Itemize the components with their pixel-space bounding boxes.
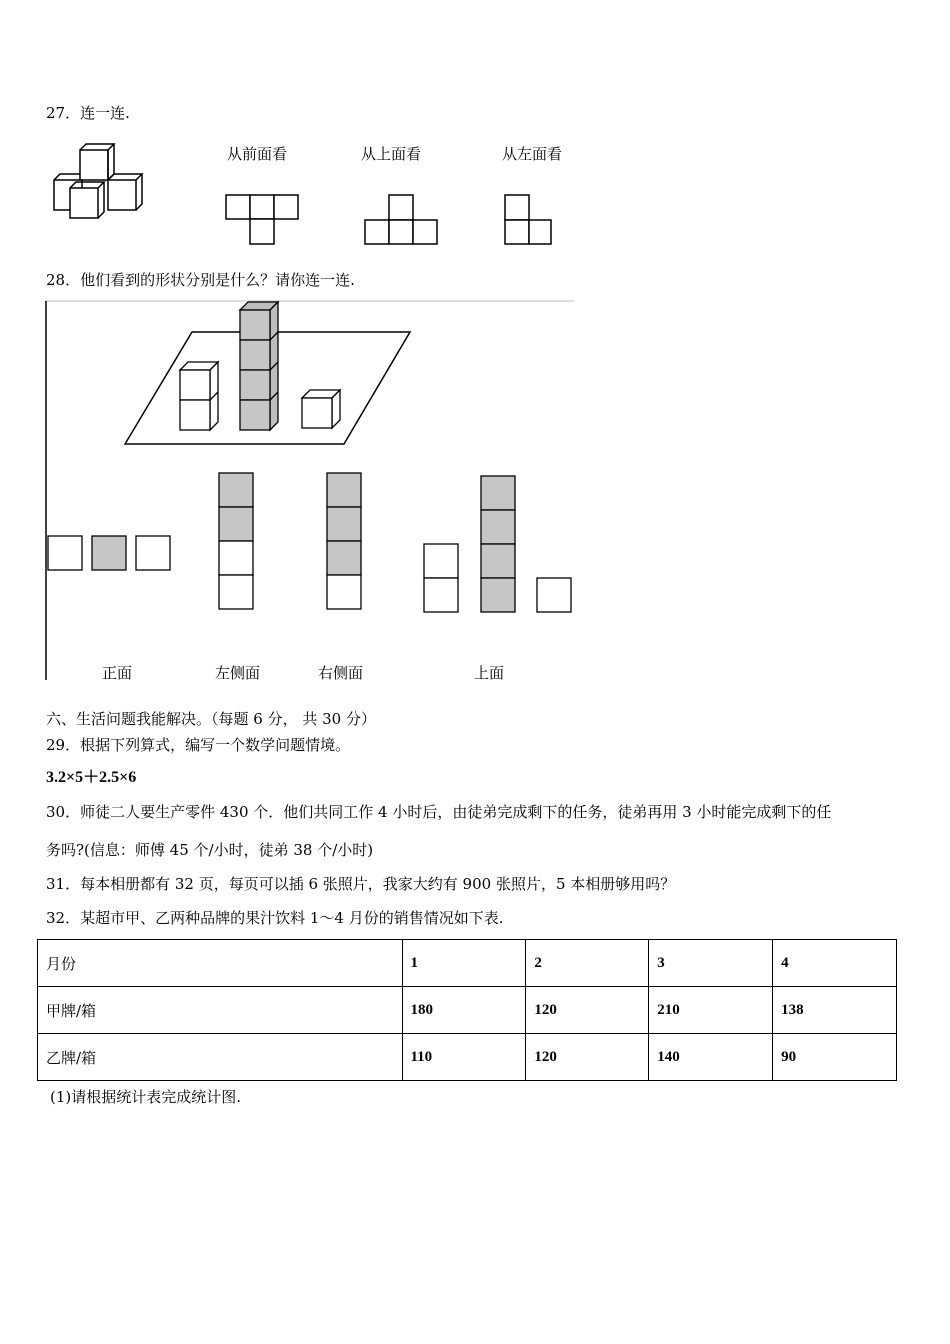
table-cell: 120: [526, 987, 649, 1034]
table-cell: 乙牌/箱: [38, 1034, 403, 1081]
table-cell: 180: [402, 987, 526, 1034]
q27-view-shape-b: [360, 192, 442, 248]
q30-line1: 30．师徒二人要生产零件 430 个．他们共同工作 4 小时后，由徒弟完成剩下的任务，徒弟再用 3 小时能完成剩下的任: [46, 803, 832, 821]
q27-view-shape-c: [500, 192, 560, 248]
view-label-front: 从前面看: [227, 145, 288, 163]
table-cell: 3: [649, 940, 773, 987]
q28-figure: [44, 298, 579, 682]
table-cell: 138: [773, 987, 897, 1034]
option-left-view: [219, 473, 253, 609]
table-cell: 120: [526, 1034, 649, 1081]
table-cell: 90: [773, 1034, 897, 1081]
q27-title: 27．连一连.: [46, 104, 130, 122]
table-cell: 110: [402, 1034, 526, 1081]
label-front: 正面: [102, 664, 133, 682]
option-right-view: [327, 473, 361, 609]
q27-view-shape-a: [222, 192, 304, 248]
table-row: [38, 987, 897, 1034]
option-front-view: [48, 536, 170, 570]
table-header-row: [38, 940, 897, 987]
q27-solid-figure: [50, 140, 150, 220]
table-row: [38, 1034, 897, 1081]
table-cell: 4: [773, 940, 897, 987]
q31-title: 31．每本相册都有 32 页，每页可以插 6 张照片，我家大约有 900 张照片，5 本相册够用吗？: [46, 875, 676, 893]
section6-heading: 六、生活问题我能解决。（每题 6 分， 共 30 分）: [46, 710, 376, 728]
table-cell: 140: [649, 1034, 773, 1081]
label-top: 上面: [474, 664, 505, 682]
table-cell: 甲牌/箱: [38, 987, 403, 1034]
table-cell: 210: [649, 987, 773, 1034]
label-left-side: 左侧面: [215, 664, 261, 682]
label-right-side: 右侧面: [318, 664, 364, 682]
table-cell: 1: [402, 940, 526, 987]
q30-line2: 务吗?(信息：师傅 45 个/小时，徒弟 38 个/小时): [46, 841, 374, 859]
sales-table: [37, 939, 897, 1081]
stack-two-cubes: [180, 362, 218, 430]
q32-title: 32．某超市甲、乙两种品牌的果汁饮料 1～4 月份的销售情况如下表.: [46, 909, 504, 927]
table-cell: 2: [526, 940, 649, 987]
single-cube: [302, 390, 340, 428]
q32-sub1: (1)请根据统计表完成统计图.: [50, 1088, 242, 1106]
q28-title: 28．他们看到的形状分别是什么？请你连一连.: [46, 271, 355, 289]
table-cell: 月份: [38, 940, 403, 987]
view-label-left: 从左面看: [502, 145, 563, 163]
option-top-view: [424, 476, 571, 612]
q29-formula: 3.2×5＋2.5×6: [46, 769, 137, 786]
q29-title: 29．根据下列算式，编写一个数学问题情境。: [46, 736, 351, 754]
view-label-top: 从上面看: [361, 145, 422, 163]
stack-four-cubes: [240, 302, 278, 430]
